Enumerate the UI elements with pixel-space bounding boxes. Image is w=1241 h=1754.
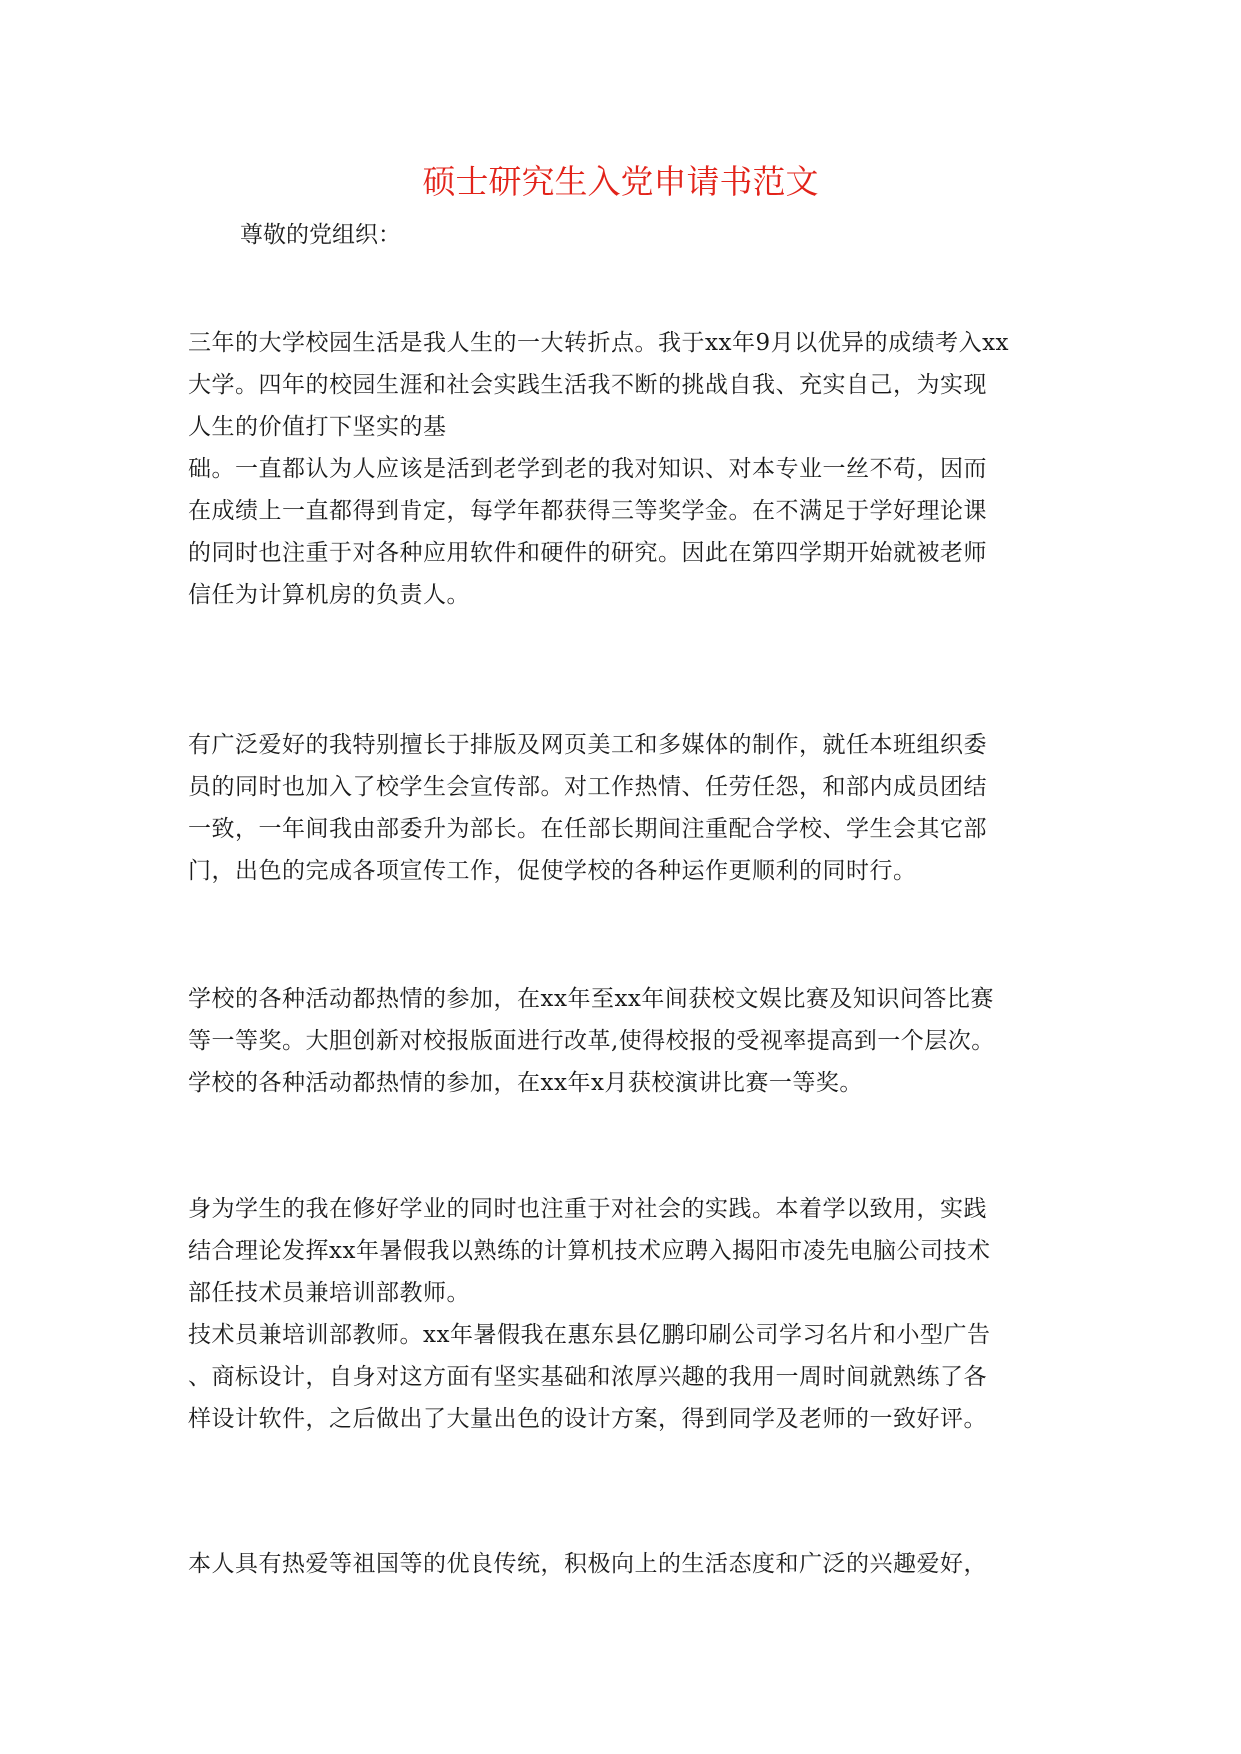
- paragraph-line: 、商标设计，自身对这方面有坚实基础和浓厚兴趣的我用一周时间就熟练了各: [188, 1364, 987, 1390]
- paragraph-5: [188, 1543, 1058, 1585]
- paragraph-line: 结合理论发挥xx年暑假我以熟练的计算机技术应聘入揭阳市凌先电脑公司技术: [188, 1238, 991, 1264]
- paragraph-4: [188, 1188, 1058, 1440]
- salutation: 尊敬的党组织：: [240, 222, 401, 248]
- paragraph-line: 本人具有热爱等祖国等的优良传统，积极向上的生活态度和广泛的兴趣爱好，: [188, 1551, 987, 1577]
- paragraph-line: 有广泛爱好的我特别擅长于排版及网页美工和多媒体的制作，就任本班组织委: [188, 732, 987, 758]
- document-title: 硕士研究生入党申请书范文: [422, 162, 819, 201]
- paragraph-line: 部任技术员兼培训部教师。: [188, 1280, 470, 1306]
- paragraph-2: [188, 724, 1058, 892]
- paragraph-3: [188, 978, 1058, 1104]
- paragraph-line: 大学。四年的校园生涯和社会实践生活我不断的挑战自我、充实自己，为实现: [188, 372, 987, 398]
- paragraph-line: 员的同时也加入了校学生会宣传部。对工作热情、任劳任怨，和部内成员团结: [188, 774, 987, 800]
- paragraph-line: 的同时也注重于对各种应用软件和硬件的研究。因此在第四学期开始就被老师: [188, 540, 987, 566]
- paragraph-line: 技术员兼培训部教师。xx年暑假我在惠东县亿鹏印刷公司学习名片和小型广告: [188, 1322, 991, 1348]
- paragraph-line: 在成绩上一直都得到肯定，每学年都获得三等奖学金。在不满足于学好理论课: [188, 498, 987, 524]
- paragraph-line: 学校的各种活动都热情的参加，在xx年至xx年间获校文娱比赛及知识问答比赛: [188, 986, 994, 1012]
- paragraph-line: 信任为计算机房的负责人。: [188, 582, 470, 608]
- paragraph-line: 人生的价值打下坚实的基: [188, 414, 447, 440]
- paragraph-line: 础。一直都认为人应该是活到老学到老的我对知识、对本专业一丝不苟，因而: [188, 456, 987, 482]
- paragraph-line: 门，出色的完成各项宣传工作，促使学校的各种运作更顺利的同时行。: [188, 858, 917, 884]
- paragraph-line: 身为学生的我在修好学业的同时也注重于对社会的实践。本着学以致用，实践: [188, 1196, 987, 1222]
- paragraph-line: 等一等奖。大胆创新对校报版面进行改革,使得校报的受视率提高到一个层次。: [188, 1028, 995, 1054]
- paragraph-1: [188, 322, 1058, 616]
- paragraph-line: 样设计软件，之后做出了大量出色的设计方案，得到同学及老师的一致好评。: [188, 1406, 987, 1432]
- paragraph-line: 一致，一年间我由部委升为部长。在任部长期间注重配合学校、学生会其它部: [188, 816, 987, 842]
- paragraph-line: 三年的大学校园生活是我人生的一大转折点。我于xx年9月以优异的成绩考入xx: [188, 330, 1010, 356]
- paragraph-line: 学校的各种活动都热情的参加，在xx年x月获校演讲比赛一等奖。: [188, 1070, 863, 1096]
